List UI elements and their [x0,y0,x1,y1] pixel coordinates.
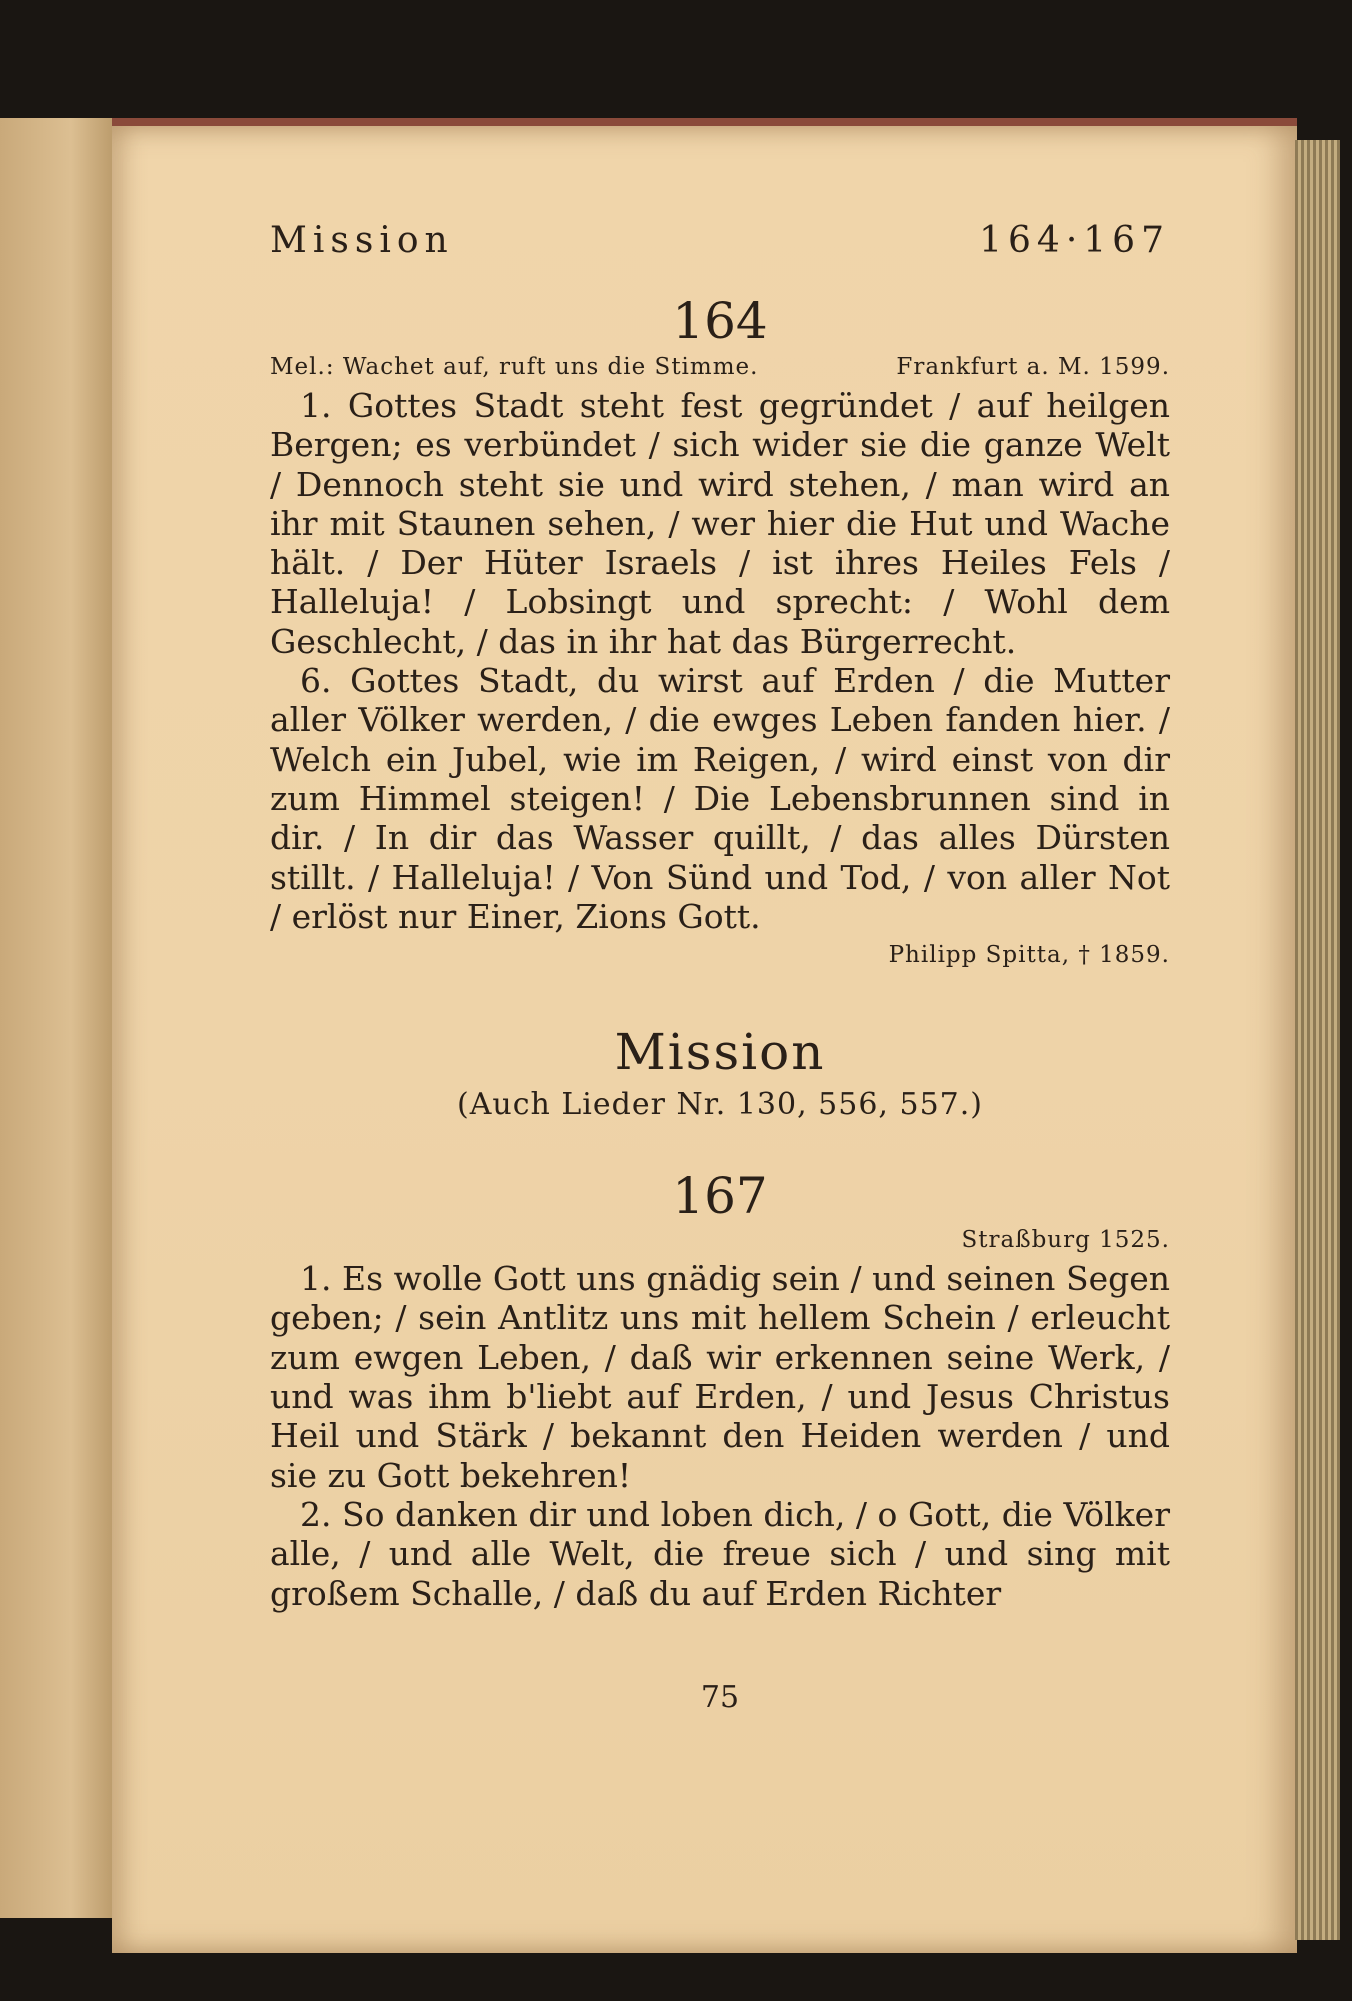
running-header-range: 164·167 [979,220,1170,261]
hymn-number-164: 164 [672,292,768,350]
left-page-edge [0,118,118,1918]
page-number: 75 [700,1680,740,1715]
section-title: Mission [614,1023,826,1082]
section-subtitle: (Auch Lieder Nr. 130, 556, 557.) [457,1087,983,1123]
hymn-167-verse-1: 1. Es wolle Gott uns gnädig sein / und seinen Segen geben; / sein Antlitz uns mit hellem Schein / erleucht zum ewgen Leben, / daß wir erkennen seine Werk, / und was ihm b'liebt auf Erden, / und Jesus Christus Heil und Stärk / bekannt den Heiden werden / und sie zu Gott bekehren! [270,1259,1170,1495]
hymn-164-verse-1: 1. Gottes Stadt steht fest gegründet / auf heilgen Bergen; es verbündet / sich wider sie die ganze Welt / Dennoch steht sie und wird stehen, / man wird an ihr mit Staunen sehen, / wer hier die Hut und Wache hält. / Der Hüter Israels / ist ihres Heiles Fels / Halleluja! / Lobsingt und sprecht: / Wohl dem Geschlecht, / das in ihr hat das Bürgerrecht. [270,386,1170,661]
hymn-number-167: 167 [672,1167,768,1226]
page-content [270,220,1170,1715]
hymn-167-meta [270,1227,1170,1253]
running-header [270,220,1170,280]
hymn-164-melody: Mel.: Wachet auf, ruft uns die Stimme. [270,354,759,380]
hymn-164-origin: Frankfurt a. M. 1599. [896,354,1170,380]
hymn-164-author: Philipp Spitta, † 1859. [888,942,1170,969]
page-stack-edge [1295,140,1340,1940]
hymn-167-verse-2: 2. So danken dir und loben dich, / o Gott, die Völker alle, / und alle Welt, die freue sich / und sing mit großem Schalle, / daß du auf Erden Richter [270,1494,1170,1613]
running-header-title: Mission [270,220,454,261]
hymn-164-meta [270,354,1170,380]
hymn-164-verse-6: 6. Gottes Stadt, du wirst auf Erden / die Mutter aller Völker werden, / die ewges Leben fanden hier. / Welch ein Jubel, wie im Reigen, / wird einst von dir zum Himmel steigen! / Die Lebensbrunnen sind in dir. / In dir das Wasser quillt, / das alles Dürsten stillt. / Halleluja! / Von Sünd und Tod, / von aller Not / erlöst nur Einer, Zions Gott. [270,661,1170,936]
hymn-167-origin: Straßburg 1525. [961,1227,1170,1254]
